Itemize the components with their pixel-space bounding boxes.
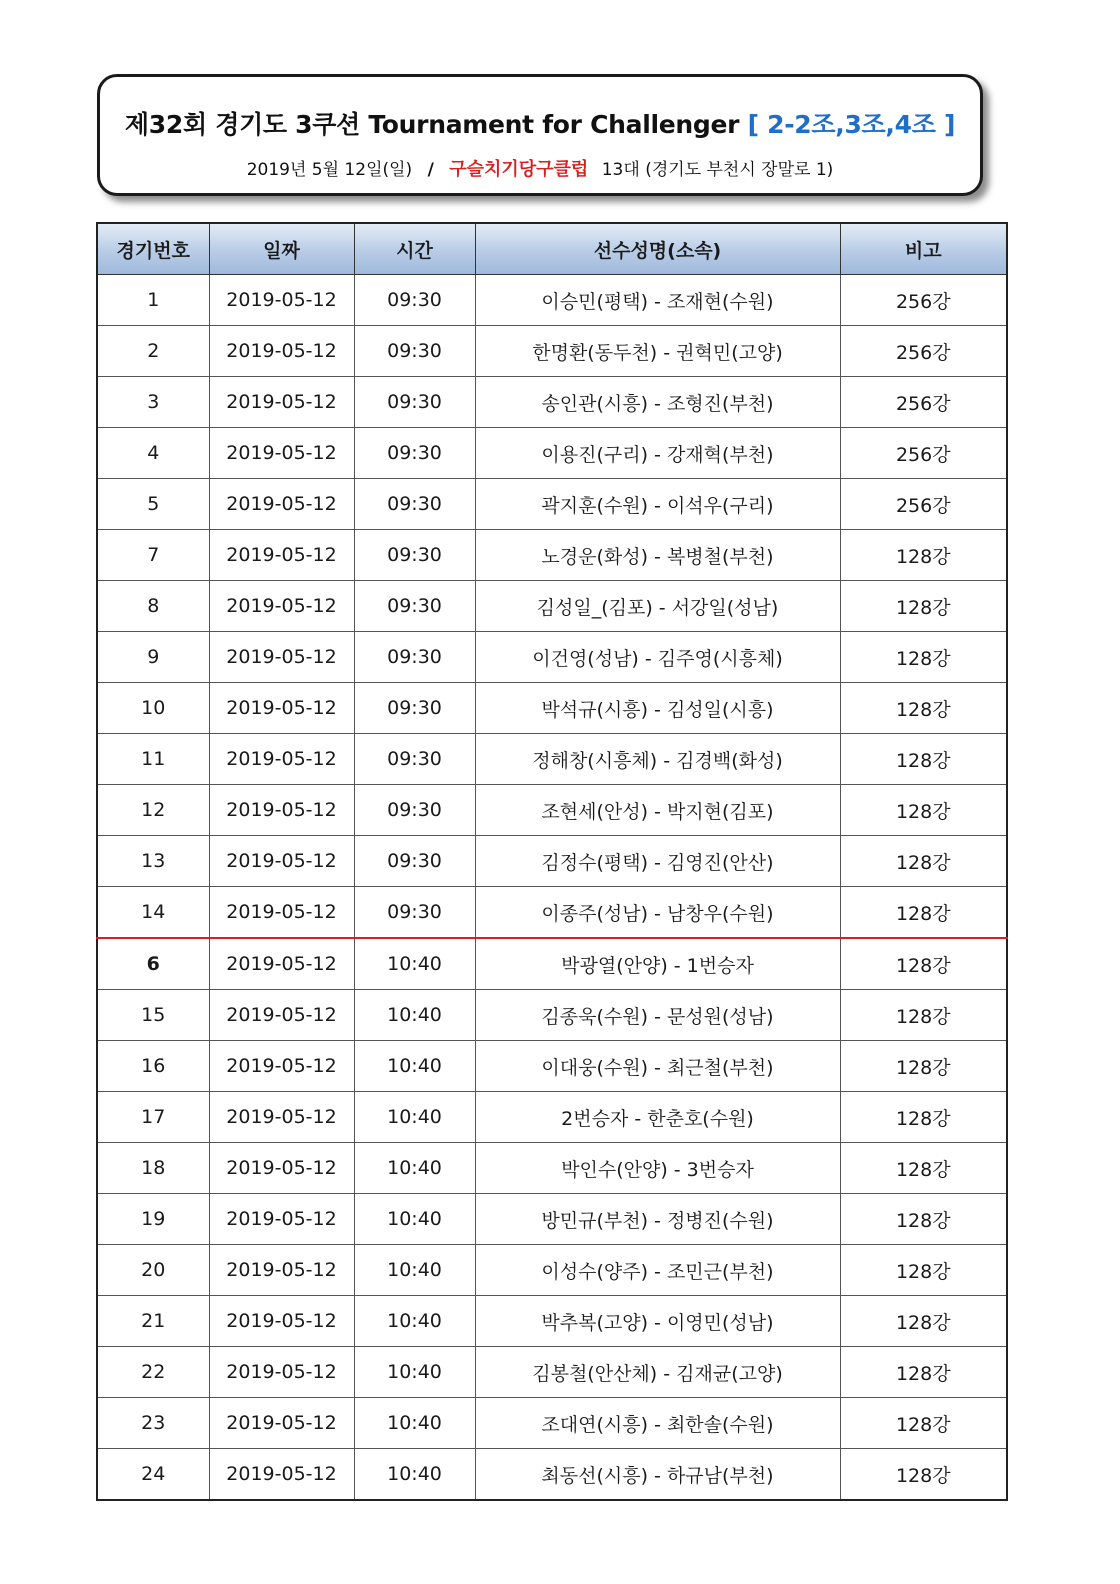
date-cell: 2019-05-12 <box>209 1398 354 1449</box>
players-cell: 이성수(양주) - 조민근(부천) <box>475 1245 840 1296</box>
match-no-cell: 3 <box>97 377 209 428</box>
table-row <box>97 1194 1007 1245</box>
time-cell: 09:30 <box>354 734 475 785</box>
table-row <box>97 1092 1007 1143</box>
date-cell: 2019-05-12 <box>209 1347 354 1398</box>
players-cell: 조현세(안성) - 박지현(김포) <box>475 785 840 836</box>
table-row <box>97 326 1007 377</box>
players-cell: 김봉철(안산체) - 김재균(고양) <box>475 1347 840 1398</box>
match-no-cell: 1 <box>97 275 209 326</box>
match-no-cell: 15 <box>97 990 209 1041</box>
date-cell: 2019-05-12 <box>209 1092 354 1143</box>
players-cell: 곽지훈(수원) - 이석우(구리) <box>475 479 840 530</box>
match-no-cell: 20 <box>97 1245 209 1296</box>
table-row <box>97 1347 1007 1398</box>
time-cell: 10:40 <box>354 990 475 1041</box>
date-cell: 2019-05-12 <box>209 428 354 479</box>
players-cell: 최동선(시흥) - 하규남(부천) <box>475 1449 840 1501</box>
players-cell: 이종주(성남) - 남창우(수원) <box>475 887 840 939</box>
players-cell: 노경운(화성) - 복병철(부천) <box>475 530 840 581</box>
note-cell: 128강 <box>840 581 1007 632</box>
match-no-cell: 9 <box>97 632 209 683</box>
time-cell: 09:30 <box>354 377 475 428</box>
date-cell: 2019-05-12 <box>209 990 354 1041</box>
match-no-cell: 12 <box>97 785 209 836</box>
players-cell: 김성일_(김포) - 서강일(성남) <box>475 581 840 632</box>
table-body <box>97 275 1007 1501</box>
table-row <box>97 428 1007 479</box>
date-cell: 2019-05-12 <box>209 581 354 632</box>
time-cell: 10:40 <box>354 1092 475 1143</box>
table-row <box>97 887 1007 939</box>
players-cell: 2번승자 - 한춘호(수원) <box>475 1092 840 1143</box>
note-cell: 128강 <box>840 938 1007 990</box>
note-cell: 128강 <box>840 1194 1007 1245</box>
players-cell: 송인관(시흥) - 조형진(부천) <box>475 377 840 428</box>
players-cell: 박광열(안양) - 1번승자 <box>475 938 840 990</box>
date-cell: 2019-05-12 <box>209 836 354 887</box>
time-cell: 09:30 <box>354 836 475 887</box>
players-cell: 이대웅(수원) - 최근철(부천) <box>475 1041 840 1092</box>
time-cell: 09:30 <box>354 632 475 683</box>
date-cell: 2019-05-12 <box>209 1041 354 1092</box>
title-box <box>97 74 983 196</box>
time-cell: 09:30 <box>354 428 475 479</box>
note-cell: 128강 <box>840 1245 1007 1296</box>
note-cell: 128강 <box>840 1347 1007 1398</box>
date-cell: 2019-05-12 <box>209 1449 354 1501</box>
note-cell: 128강 <box>840 887 1007 939</box>
date-cell: 2019-05-12 <box>209 1296 354 1347</box>
match-no-cell: 14 <box>97 887 209 939</box>
note-cell: 256강 <box>840 326 1007 377</box>
date-cell: 2019-05-12 <box>209 938 354 990</box>
match-no-cell: 19 <box>97 1194 209 1245</box>
table-row <box>97 632 1007 683</box>
venue-detail: 13대 (경기도 부천시 장말로 1) <box>601 160 834 180</box>
time-cell: 10:40 <box>354 1194 475 1245</box>
players-cell: 정해창(시흥체) - 김경백(화성) <box>475 734 840 785</box>
date-cell: 2019-05-12 <box>209 326 354 377</box>
table-row <box>97 990 1007 1041</box>
date-cell: 2019-05-12 <box>209 275 354 326</box>
date-cell: 2019-05-12 <box>209 530 354 581</box>
match-no-cell: 8 <box>97 581 209 632</box>
match-no-cell: 21 <box>97 1296 209 1347</box>
table-row <box>97 530 1007 581</box>
col-header-date: 일짜 <box>209 223 354 275</box>
date-cell: 2019-05-12 <box>209 887 354 939</box>
date-cell: 2019-05-12 <box>209 683 354 734</box>
time-cell: 10:40 <box>354 1296 475 1347</box>
title-groups: [ 2-2조,3조,4조 ] <box>747 110 956 139</box>
time-cell: 10:40 <box>354 938 475 990</box>
event-date: 2019년 5월 12일(일) <box>246 160 413 180</box>
col-header-note: 비고 <box>840 223 1007 275</box>
table-row <box>97 1449 1007 1501</box>
date-cell: 2019-05-12 <box>209 377 354 428</box>
event-info <box>100 155 980 181</box>
date-cell: 2019-05-12 <box>209 1143 354 1194</box>
match-no-cell: 5 <box>97 479 209 530</box>
note-cell: 128강 <box>840 1449 1007 1501</box>
col-header-match-no: 경기번호 <box>97 223 209 275</box>
players-cell: 방민규(부천) - 정병진(수원) <box>475 1194 840 1245</box>
note-cell: 128강 <box>840 990 1007 1041</box>
players-cell: 조대연(시흥) - 최한솔(수원) <box>475 1398 840 1449</box>
note-cell: 128강 <box>840 785 1007 836</box>
match-no-cell: 4 <box>97 428 209 479</box>
date-cell: 2019-05-12 <box>209 785 354 836</box>
table-row <box>97 785 1007 836</box>
table-row <box>97 1245 1007 1296</box>
players-cell: 한명환(동두천) - 권혁민(고양) <box>475 326 840 377</box>
time-cell: 09:30 <box>354 683 475 734</box>
table-row <box>97 275 1007 326</box>
players-cell: 이승민(평택) - 조재현(수원) <box>475 275 840 326</box>
table-row <box>97 1041 1007 1092</box>
note-cell: 256강 <box>840 275 1007 326</box>
time-cell: 10:40 <box>354 1245 475 1296</box>
table-row <box>97 683 1007 734</box>
table-row <box>97 1398 1007 1449</box>
col-header-time: 시간 <box>354 223 475 275</box>
time-cell: 09:30 <box>354 275 475 326</box>
time-cell: 09:30 <box>354 530 475 581</box>
match-no-cell: 6 <box>97 938 209 990</box>
players-cell: 김종욱(수원) - 문성원(성남) <box>475 990 840 1041</box>
col-header-players: 선수성명(소속) <box>475 223 840 275</box>
table-row <box>97 1296 1007 1347</box>
match-no-cell: 2 <box>97 326 209 377</box>
time-cell: 09:30 <box>354 326 475 377</box>
match-no-cell: 17 <box>97 1092 209 1143</box>
players-cell: 박석규(시흥) - 김성일(시흥) <box>475 683 840 734</box>
note-cell: 128강 <box>840 1092 1007 1143</box>
players-cell: 이건영(성남) - 김주영(시흥체) <box>475 632 840 683</box>
time-cell: 09:30 <box>354 479 475 530</box>
page-title <box>100 105 980 141</box>
date-cell: 2019-05-12 <box>209 1245 354 1296</box>
date-cell: 2019-05-12 <box>209 734 354 785</box>
match-no-cell: 11 <box>97 734 209 785</box>
match-no-cell: 10 <box>97 683 209 734</box>
time-cell: 10:40 <box>354 1041 475 1092</box>
time-cell: 10:40 <box>354 1398 475 1449</box>
venue-name: 구슬치기당구클럽 <box>449 159 589 180</box>
match-no-cell: 24 <box>97 1449 209 1501</box>
title-main: 제32회 경기도 3쿠션 Tournament for Challenger <box>124 110 740 139</box>
note-cell: 128강 <box>840 836 1007 887</box>
table-row <box>97 581 1007 632</box>
time-cell: 10:40 <box>354 1143 475 1194</box>
date-cell: 2019-05-12 <box>209 1194 354 1245</box>
table-row <box>97 1143 1007 1194</box>
players-cell: 이용진(구리) - 강재혁(부천) <box>475 428 840 479</box>
match-no-cell: 22 <box>97 1347 209 1398</box>
note-cell: 256강 <box>840 479 1007 530</box>
table-row <box>97 479 1007 530</box>
info-separator: / <box>427 160 434 180</box>
table-row <box>97 734 1007 785</box>
time-cell: 09:30 <box>354 887 475 939</box>
note-cell: 128강 <box>840 1296 1007 1347</box>
players-cell: 김정수(평택) - 김영진(안산) <box>475 836 840 887</box>
table-header-row <box>97 223 1007 275</box>
note-cell: 128강 <box>840 530 1007 581</box>
time-cell: 09:30 <box>354 581 475 632</box>
match-no-cell: 13 <box>97 836 209 887</box>
match-no-cell: 7 <box>97 530 209 581</box>
note-cell: 128강 <box>840 1041 1007 1092</box>
time-cell: 09:30 <box>354 785 475 836</box>
table-row <box>97 938 1007 990</box>
date-cell: 2019-05-12 <box>209 479 354 530</box>
table-row <box>97 377 1007 428</box>
match-no-cell: 23 <box>97 1398 209 1449</box>
note-cell: 256강 <box>840 377 1007 428</box>
note-cell: 128강 <box>840 632 1007 683</box>
table-row <box>97 836 1007 887</box>
players-cell: 박추복(고양) - 이영민(성남) <box>475 1296 840 1347</box>
time-cell: 10:40 <box>354 1347 475 1398</box>
date-cell: 2019-05-12 <box>209 632 354 683</box>
time-cell: 10:40 <box>354 1449 475 1501</box>
match-no-cell: 18 <box>97 1143 209 1194</box>
match-no-cell: 16 <box>97 1041 209 1092</box>
note-cell: 128강 <box>840 1398 1007 1449</box>
players-cell: 박인수(안양) - 3번승자 <box>475 1143 840 1194</box>
note-cell: 128강 <box>840 734 1007 785</box>
note-cell: 128강 <box>840 683 1007 734</box>
note-cell: 128강 <box>840 1143 1007 1194</box>
match-schedule-table <box>96 222 1008 1501</box>
note-cell: 256강 <box>840 428 1007 479</box>
